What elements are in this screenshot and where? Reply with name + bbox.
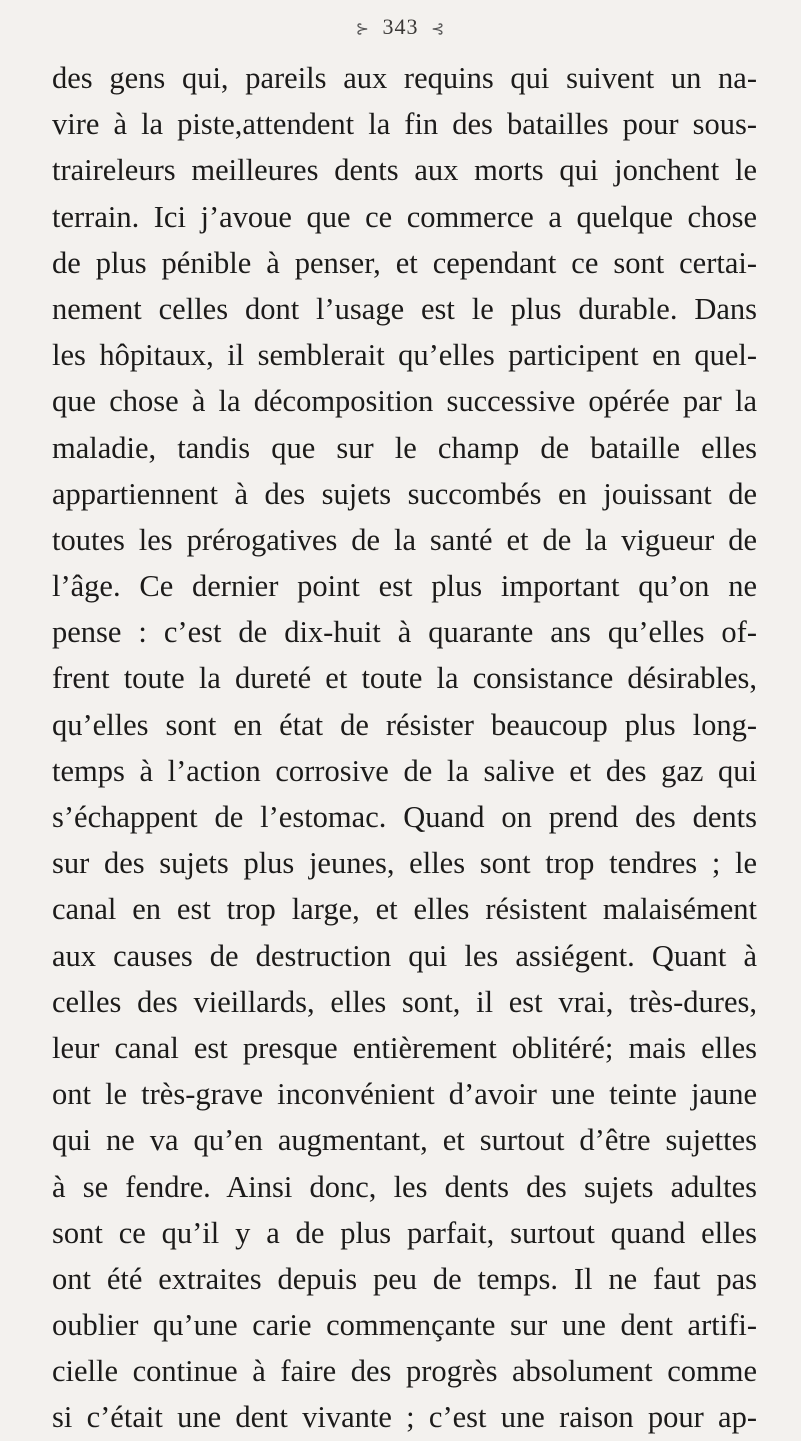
text-line: canal en est trop large, et elles résistent malaisément xyxy=(52,892,757,927)
ornament-left-icon: ⊱ xyxy=(355,20,370,38)
text-line: terrain. Ici j’avoue que ce commerce a quelque chose xyxy=(52,199,757,234)
text-line: ont le très-grave inconvénient d’avoir une teinte jaune xyxy=(52,1077,757,1112)
text-line: à se fendre. Ainsi donc, les dents des sujets adultes xyxy=(52,1169,757,1204)
text-line: sur des sujets plus jeunes, elles sont trop tendres ; le xyxy=(52,846,757,881)
text-line: nement celles dont l’usage est le plus durable. Dans xyxy=(52,291,757,326)
text-line: si c’était une dent vivante ; c’est une raison pour ap- xyxy=(52,1400,757,1435)
text-line: que chose à la décomposition successive opérée par la xyxy=(52,384,757,419)
text-line: traireleurs meilleures dents aux morts qui jonchent le xyxy=(52,153,757,188)
text-line: temps à l’action corrosive de la salive et des gaz qui xyxy=(52,753,757,788)
page-number: 343 xyxy=(382,14,419,39)
text-line: qu’elles sont en état de résister beaucoup plus long- xyxy=(52,707,757,742)
text-line: l’âge. Ce dernier point est plus important qu’on ne xyxy=(52,569,757,604)
text-line: celles des vieillards, elles sont, il est vrai, très-dures, xyxy=(52,984,757,1019)
text-line: vire à la piste,attendent la fin des batailles pour sous- xyxy=(52,107,757,142)
text-line: oublier qu’une carie commençante sur une dent artifi- xyxy=(52,1308,757,1343)
text-line: s’échappent de l’estomac. Quand on prend des dents xyxy=(52,800,757,834)
text-line: toutes les prérogatives de la santé et de la vigueur de xyxy=(52,522,757,557)
text-line: pense : c’est de dix-huit à quarante ans qu’elles of- xyxy=(52,615,757,650)
body-text xyxy=(52,55,757,1441)
text-line: aux causes de destruction qui les assiégent. Quant à xyxy=(52,938,757,973)
text-line: sont ce qu’il y a de plus parfait, surtout quand elles xyxy=(52,1215,757,1250)
text-line: maladie, tandis que sur le champ de bataille elles xyxy=(52,430,757,465)
text-line: les hôpitaux, il semblerait qu’elles participent en quel- xyxy=(52,338,757,373)
text-line: ont été extraites depuis peu de temps. Il ne faut pas xyxy=(52,1261,757,1296)
text-line: cielle continue à faire des progrès absolument comme xyxy=(52,1354,757,1389)
text-line: qui ne va qu’en augmentant, et surtout d’être sujettes xyxy=(52,1123,757,1158)
text-line: leur canal est presque entièrement oblitéré; mais elles xyxy=(52,1030,757,1065)
ornament-right-icon: ⊰ xyxy=(431,20,446,38)
page-header xyxy=(0,14,801,40)
text-line: des gens qui, pareils aux requins qui suivent un na- xyxy=(52,61,757,95)
text-line: de plus pénible à penser, et cependant ce sont certai- xyxy=(52,245,757,280)
text-line: frent toute la dureté et toute la consistance désirables, xyxy=(52,661,757,696)
text-line: appartiennent à des sujets succombés en jouissant de xyxy=(52,476,757,511)
